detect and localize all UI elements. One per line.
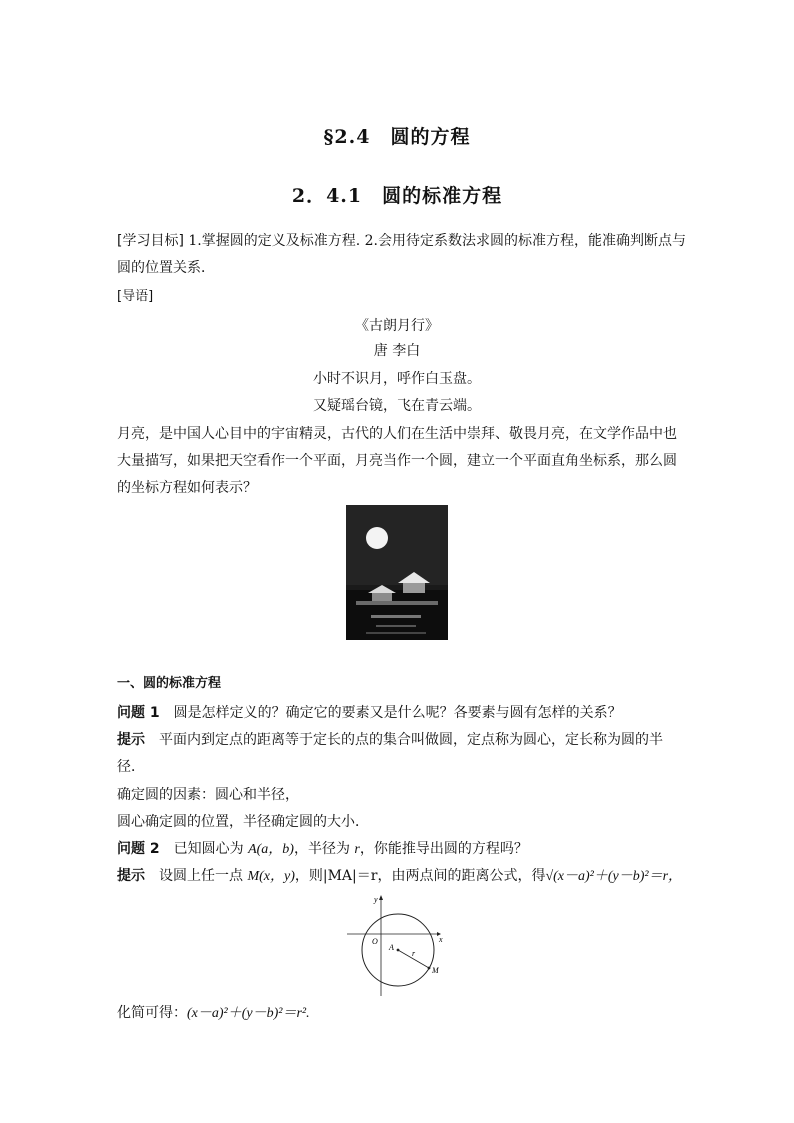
hint-1-text-1: 平面内到定点的距离等于定长的点的集合叫做圆，定点称为圆心，定长称为圆的半 <box>159 732 663 748</box>
conclusion-prefix: 化简可得： <box>117 1005 187 1021</box>
question-2-point: A(a，b) <box>248 842 294 857</box>
intro-paragraph-line-1: 月亮，是中国人心目中的宇宙精灵，古代的人们在生活中崇拜、敬畏月亮，在文学作品中也 <box>117 426 677 442</box>
moon-pavilion-image <box>346 505 448 640</box>
intro-label: [导语] <box>117 289 154 304</box>
question-1 <box>117 703 622 723</box>
conclusion-formula: (x－a)²＋(y－b)²＝r². <box>187 1006 310 1021</box>
question-2-label: 问题 2 <box>117 841 160 857</box>
part1-heading: 一、圆的标准方程 <box>117 676 222 691</box>
poem-line-2: 又疑瑶台镜，飞在青云端。 <box>313 398 481 414</box>
intro-paragraph-line-2: 大量描写，如果把天空看作一个平面，月亮当作一个圆，建立一个平面直角坐标系，那么圆 <box>117 453 677 469</box>
subsection-title: 2．4.1 圆的标准方程 <box>291 185 503 207</box>
point-m <box>428 967 431 970</box>
y-label: y <box>374 895 378 904</box>
objectives-text-1: 1.掌握圆的定义及标准方程. 2.会用待定系数法求圆的标准方程，能准确判断点与 <box>188 233 687 249</box>
hint-2-label: 提示 <box>117 868 145 884</box>
conclusion <box>117 1003 310 1024</box>
objectives-text-2: 圆的位置关系． <box>117 260 215 276</box>
a-label: A <box>389 943 394 952</box>
question-1-label: 问题 1 <box>117 705 160 721</box>
question-2-text-c: ，你能推导出圆的方程吗？ <box>359 841 528 857</box>
hint-1-label: 提示 <box>117 732 145 748</box>
poem-line-1: 小时不识月，呼作白玉盘。 <box>313 371 481 387</box>
question-1-text: 圆是怎样定义的？确定它的要素又是什么呢？各要素与圆有怎样的关系？ <box>173 705 622 721</box>
poem-title: 《古朗月行》 <box>355 318 439 334</box>
m-label: M <box>432 966 439 975</box>
facts-line-2: 圆心确定圆的位置，半径确定圆的大小． <box>117 814 369 830</box>
question-2-text-b: ，半径为 <box>293 841 355 857</box>
hint-1-text-2: 径． <box>117 759 145 775</box>
facts-line-1: 确定圆的因素：圆心和半径， <box>117 787 299 803</box>
objectives-line-1 <box>117 231 686 251</box>
r-label: r <box>412 949 416 958</box>
objectives-label: [学习目标] <box>117 233 184 249</box>
hint-2-text-b: ，则|MA|＝r，由两点间的距离公式，得 <box>294 868 546 884</box>
hint-2-point: M(x，y) <box>247 869 295 884</box>
question-2-radius: r <box>354 842 360 857</box>
hint-2-text-a: 设圆上任一点 <box>159 868 248 884</box>
question-2-text-a: 已知圆心为 <box>173 841 249 857</box>
hint-2-formula: √(x－a)²＋(y－b)²＝r， <box>545 869 683 884</box>
circle-diagram <box>345 892 450 997</box>
section-title: §2.4 圆的方程 <box>323 126 471 148</box>
hint-1-line-1 <box>117 730 663 750</box>
hint-2 <box>117 866 682 887</box>
origin-label: O <box>372 937 378 946</box>
question-2 <box>117 839 528 860</box>
poem-author: 唐 李白 <box>373 343 421 359</box>
x-label: x <box>439 935 443 944</box>
intro-paragraph-line-3: 的坐标方程如何表示？ <box>117 480 257 496</box>
